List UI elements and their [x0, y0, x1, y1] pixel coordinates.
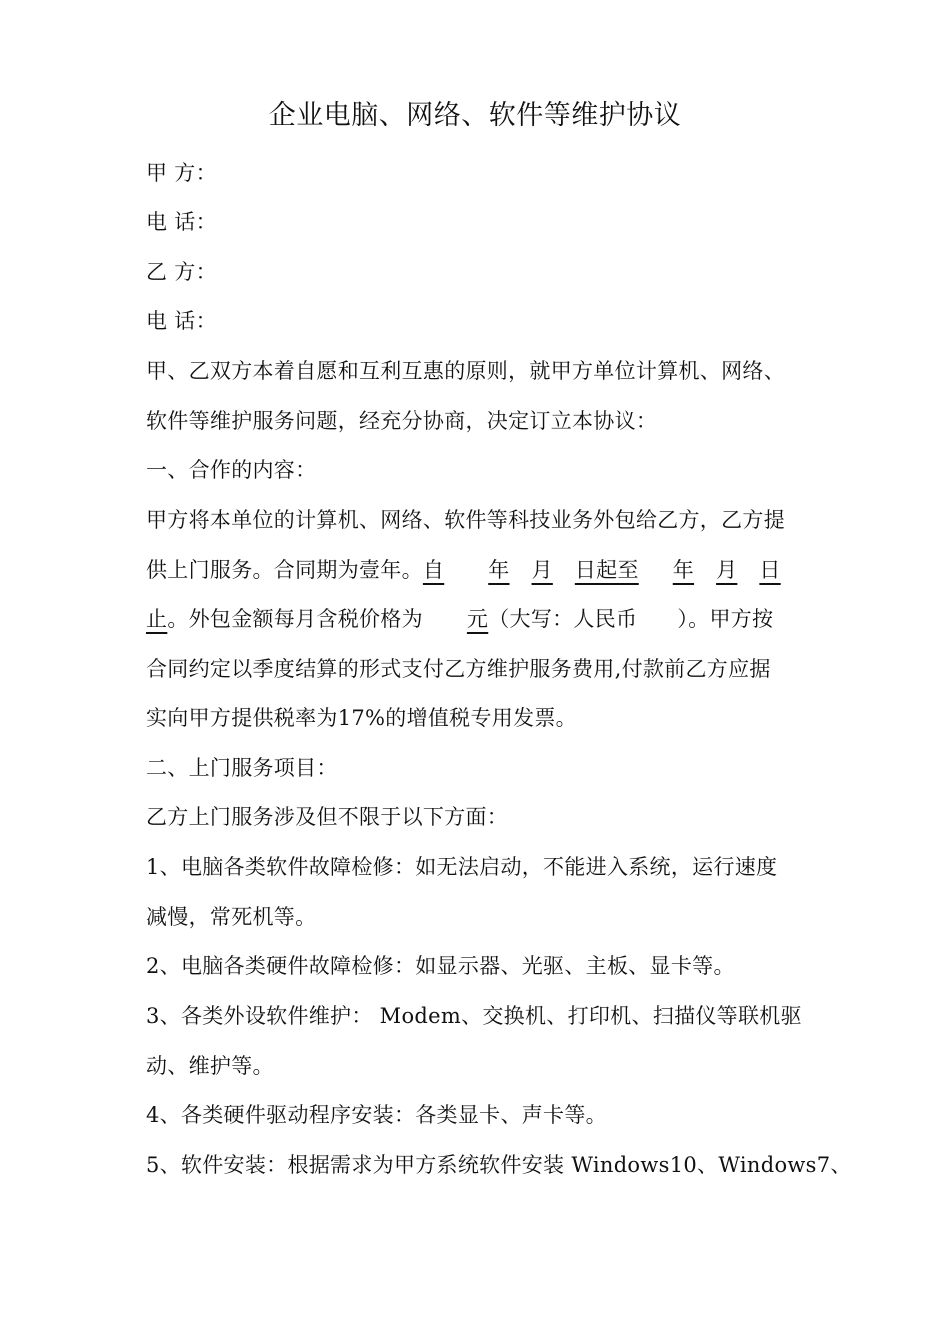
section-2-heading: 二、上门服务项目：: [146, 756, 338, 780]
contract-period-text: 供上门服务。合同期为壹年。: [146, 558, 423, 582]
contract-date-range: 自 年 月 日起至 年 月 日: [422, 558, 781, 582]
intro-line: 甲、乙双方本着自愿和互利互惠的原则，就甲方单位计算机、网络、: [146, 359, 785, 383]
document-title: 企业电脑、网络、软件等维护协议: [268, 100, 682, 131]
contract-period-line: [146, 555, 826, 585]
section-1-text: 甲方将本单位的计算机、网络、软件等科技业务外包给乙方，乙方提: [146, 508, 785, 532]
contract-end-label: 止: [146, 607, 168, 631]
service-item: 4、各类硬件驱动程序安装：各类显卡、声卡等。: [146, 1103, 607, 1127]
service-item: 1、电脑各类软件故障检修：如无法启动，不能进入系统，运行速度: [146, 855, 778, 879]
amount-text: 。外包金额每月含税价格为: [167, 607, 423, 631]
intro-line: 软件等维护服务问题，经充分协商，决定订立本协议：: [146, 409, 658, 433]
section-1-text: 实向甲方提供税率为17%的增值税专用发票。: [146, 706, 577, 730]
party-a-phone-label: 电 话：: [146, 210, 217, 234]
service-item: 减慢，常死机等。: [146, 905, 317, 929]
amount-line: [146, 604, 826, 634]
section-1-text: 合同约定以季度结算的形式支付乙方维护服务费用,付款前乙方应据: [146, 657, 771, 681]
section-1-heading: 一、合作的内容：: [146, 458, 317, 482]
service-item: 5、软件安装：根据需求为甲方系统软件安装 Windows10、Windows7、: [146, 1153, 852, 1177]
party-b-phone-label: 电 话：: [146, 309, 217, 333]
amount-caps-text: （大写：人民币: [488, 607, 638, 631]
service-item: 动、维护等。: [146, 1054, 274, 1078]
section-2-intro: 乙方上门服务涉及但不限于以下方面：: [146, 805, 509, 829]
party-b-label: 乙 方：: [146, 260, 217, 284]
service-item: 3、各类外设软件维护： Modem、交换机、打印机、扫描仪等联机驱: [146, 1004, 802, 1028]
amount-blank: 元: [466, 607, 489, 631]
service-item: 2、电脑各类硬件故障检修：如显示器、光驱、主板、显卡等。: [146, 954, 735, 978]
party-a-label: 甲 方：: [146, 161, 217, 185]
amount-close-text: ）。甲方按: [677, 607, 774, 631]
